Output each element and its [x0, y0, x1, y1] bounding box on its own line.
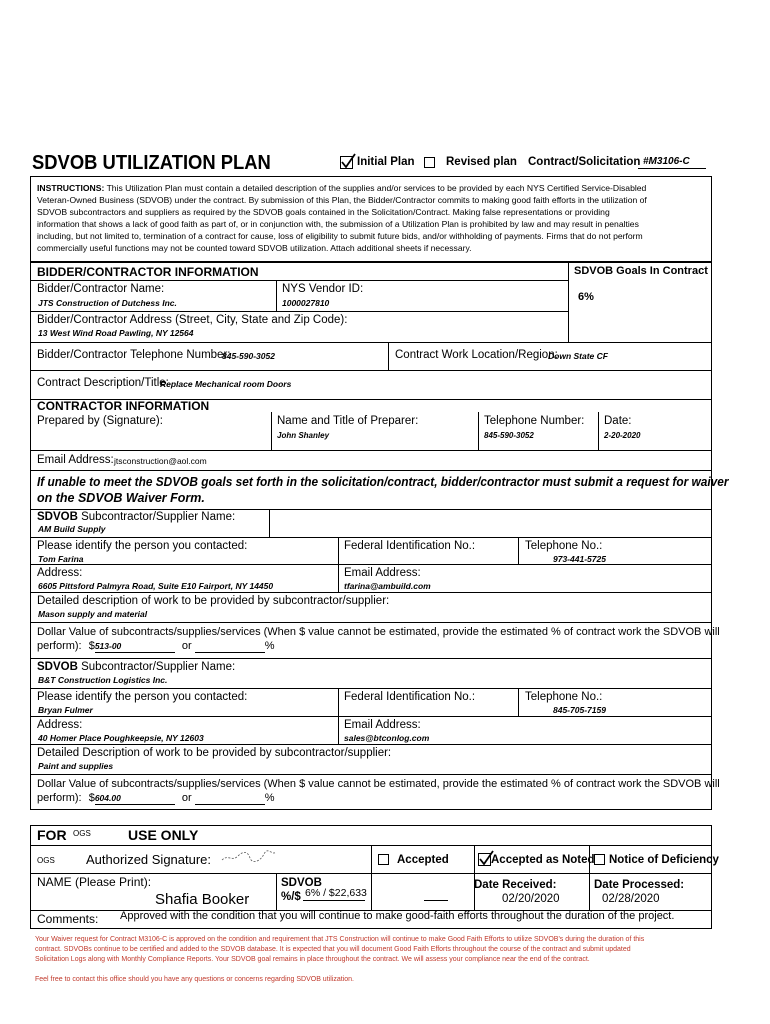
- sub1-or-label: or: [181, 640, 192, 652]
- contract-description-value[interactable]: Replace Mechanical room Doors: [160, 379, 292, 389]
- date-label: Date:: [604, 415, 632, 427]
- revised-plan-checkbox[interactable]: [424, 157, 435, 168]
- sub1-name-label-rest: Subcontractor/Supplier Name:: [81, 511, 236, 523]
- sub2-name-label: [37, 662, 235, 674]
- sub1-perform-label: perform):: [37, 640, 82, 652]
- sub1-dollar-label: Dollar Value of subcontracts/supplies/services (When $ value cannot be estimated, provide the estimated % of contract work the SDVOB will: [37, 626, 720, 638]
- contract-solicitation-label: Contract/Solicitation: [528, 156, 641, 168]
- sub2-work-label: Detailed Description of work to be provided by subcontractor/supplier:: [37, 747, 392, 759]
- sub1-fed-id-label: Federal Identification No.:: [344, 540, 476, 552]
- sub2-percent-field[interactable]: [195, 793, 265, 805]
- sub1-dollar-value[interactable]: 513-00: [94, 641, 122, 651]
- sub2-or-label: or: [181, 792, 192, 804]
- bidder-name-label: Bidder/Contractor Name:: [37, 283, 165, 295]
- sub1-dollar-sign: $: [88, 640, 95, 652]
- sub2-tel-label: Telephone No.:: [525, 691, 603, 703]
- instructions-text: [37, 182, 709, 255]
- sub2-percent-label: %: [264, 792, 275, 804]
- sub2-email-value[interactable]: sales@btconlog.com: [344, 733, 430, 743]
- sub2-contact-value[interactable]: Bryan Fulmer: [38, 705, 93, 715]
- email-label: Email Address:: [37, 454, 114, 466]
- instructions-line: SDVOB subcontractors and suppliers as required by the SDVOB goals contained in the Solicitation/Contract. Making false representations or providing: [37, 207, 610, 218]
- sub1-work-value[interactable]: Mason supply and material: [38, 609, 148, 619]
- waiver-notice-line1: If unable to meet the SDVOB goals set forth in the solicitation/contract, bidder/contractor must submit a request for waiver: [37, 475, 729, 489]
- accepted-as-noted-label: Accepted as Noted: [491, 854, 595, 866]
- sub1-name-label-bold: SDVOB: [37, 511, 78, 523]
- email-value[interactable]: jtsconstruction@aol.com: [114, 456, 207, 466]
- sdvob-goals-title: SDVOB Goals In Contract: [574, 265, 708, 277]
- footer-contact-line: Feel free to contact this office should you have any questions or concerns regarding SDVOB utilization.: [35, 976, 354, 983]
- revised-plan-label: Revised plan: [446, 156, 517, 168]
- bidder-phone-value[interactable]: 845-590-3052: [222, 351, 275, 361]
- sub1-name-label: [37, 512, 235, 524]
- sub2-name-label-bold: SDVOB: [37, 661, 78, 673]
- initial-plan-label: Initial Plan: [357, 156, 415, 168]
- bidder-phone-label: Bidder/Contractor Telephone Number:: [37, 349, 231, 361]
- instructions-line: including, but not limited to, termination of a contract for cause, loss of eligibility to submit future bids, and/or withholding of payments. Firms that do not perform: [37, 231, 643, 242]
- signature-scribble-icon: [220, 848, 280, 866]
- contract-description-label: Contract Description/Title:: [37, 377, 169, 389]
- sub1-address-label: Address:: [37, 567, 83, 579]
- sub1-percent-label: %: [264, 640, 275, 652]
- print-name-value[interactable]: Shafia Booker: [155, 891, 250, 908]
- ogs-pct-dollar-label: %/$: [281, 891, 301, 903]
- date-received-label: Date Received:: [474, 879, 557, 891]
- ogs-sdvob-label: SDVOB: [281, 877, 322, 889]
- contractor-phone-label: Telephone Number:: [484, 415, 585, 427]
- work-location-label: Contract Work Location/Region:: [395, 349, 558, 361]
- contractor-section-title: CONTRACTOR INFORMATION: [37, 399, 210, 413]
- contractor-phone-value[interactable]: 845-590-3052: [484, 431, 534, 440]
- sub2-dollar-label: Dollar Value of subcontracts/supplies/services (When $ value cannot be estimated, provide the estimated % of contract work the SDVOB will: [37, 778, 720, 790]
- preparer-name-label: Name and Title of Preparer:: [277, 415, 419, 427]
- sub1-email-label: Email Address:: [344, 567, 421, 579]
- sub2-address-value[interactable]: 40 Homer Place Poughkeepsie, NY 12603: [38, 733, 204, 743]
- instructions-line: information that shows a lack of good faith as part of, or in conjunction with, the submission of a Utilization Plan is prohibited by law and may result in penalties: [37, 219, 639, 230]
- authorized-signature-label: Authorized Signature:: [86, 852, 212, 867]
- sub2-name-label-rest: Subcontractor/Supplier Name:: [81, 661, 236, 673]
- comments-label: Comments:: [37, 912, 99, 926]
- instructions-line: This Utilization Plan must contain a detailed description of the supplies and/or services to be provided by each NYS Certified Service-Disabled: [106, 183, 647, 193]
- bidder-name-value[interactable]: JTS Construction of Dutchess Inc.: [38, 298, 177, 308]
- sdvob-goals-value: 6%: [578, 291, 594, 303]
- ogs-for-label: FOR: [37, 827, 67, 843]
- contract-number: #M3106-C: [643, 156, 690, 167]
- sub2-tel-value[interactable]: 845-705-7159: [553, 705, 606, 715]
- sub1-contact-label: Please identify the person you contacted:: [37, 540, 248, 552]
- page-title: SDVOB UTILIZATION PLAN: [32, 152, 271, 174]
- print-name-label: NAME (Please Print):: [37, 875, 152, 889]
- sub1-address-value[interactable]: 6605 Pittsford Palmyra Road, Suite E10 Fairport, NY 14450: [38, 581, 274, 591]
- instructions-label: INSTRUCTIONS:: [37, 183, 105, 193]
- ogs-small-label: OGS: [73, 829, 91, 838]
- date-received-value[interactable]: 02/20/2020: [502, 893, 560, 905]
- accepted-label: Accepted: [397, 854, 449, 866]
- footer-line: contract. SDVOBs continue to be certified and added to the SDVOB database. It is expected that you will document Good Faith Efforts throughout the course of the contract and submit updated: [35, 946, 631, 953]
- comments-value[interactable]: Approved with the condition that you will continue to make good-faith efforts throughout the duration of the project.: [120, 910, 675, 922]
- accepted-checkbox[interactable]: [378, 854, 389, 865]
- sub2-dollar-value[interactable]: 604.00: [94, 793, 121, 803]
- sub2-dollar-sign: $: [88, 792, 95, 804]
- date-value[interactable]: 2-20-2020: [604, 431, 641, 440]
- sub1-percent-field[interactable]: [195, 641, 265, 653]
- ogs-pct-dollar-value[interactable]: 6% / $22,633: [305, 887, 367, 899]
- vendor-id-value[interactable]: 1000027810: [282, 298, 330, 308]
- work-location-value[interactable]: Down State CF: [548, 351, 608, 361]
- instructions-line: Veteran-Owned Business (SDVOB) under the contract. By submission of this Plan, the Bidder/Contractor commits to making good faith efforts in the utilization of: [37, 195, 647, 206]
- bidder-address-value[interactable]: 13 West Wind Road Pawling, NY 12564: [38, 328, 194, 338]
- sub1-perform-row: [37, 641, 275, 653]
- preparer-name-value[interactable]: John Shanley: [277, 431, 330, 440]
- accepted-as-noted-checkbox[interactable]: [478, 853, 491, 866]
- footer-line: Your Waiver request for Contract M3106-C is approved on the condition and requirement that JTS Construction will continue to make Good Faith Efforts to utilize SDVOB's during the duration of this: [35, 936, 645, 943]
- initial-plan-checkbox[interactable]: [340, 156, 353, 169]
- waiver-notice-line2: on the SDVOB Waiver Form.: [37, 491, 205, 505]
- sub2-name-value[interactable]: B&T Construction Logistics Inc.: [38, 675, 168, 685]
- sub2-perform-row: [37, 793, 275, 805]
- sub1-tel-value[interactable]: 973-441-5725: [553, 554, 606, 564]
- sub2-address-label: Address:: [37, 719, 83, 731]
- bidder-section-title: BIDDER/CONTRACTOR INFORMATION: [37, 265, 259, 279]
- notice-of-deficiency-label: Notice of Deficiency: [609, 854, 719, 866]
- sub1-tel-label: Telephone No.:: [525, 540, 603, 552]
- vendor-id-label: NYS Vendor ID:: [282, 283, 364, 295]
- bidder-address-label: Bidder/Contractor Address (Street, City, State and Zip Code):: [37, 314, 348, 326]
- footer-notice: [35, 935, 715, 985]
- sub2-email-label: Email Address:: [344, 719, 421, 731]
- ogs-small-label-2: OGS: [37, 856, 55, 865]
- date-processed-value[interactable]: 02/28/2020: [602, 893, 660, 905]
- checkmark-icon: [340, 152, 356, 170]
- sub1-name-value[interactable]: AM Build Supply: [38, 524, 106, 534]
- date-processed-label: Date Processed:: [594, 879, 685, 891]
- sub2-fed-id-label: Federal Identification No.:: [344, 691, 476, 703]
- instructions-line: commercially useful functions may not be counted toward SDVOB utilization. Attach additional sheets if necessary.: [37, 243, 472, 254]
- sub2-contact-label: Please identify the person you contacted:: [37, 691, 248, 703]
- prepared-by-label: Prepared by (Signature):: [37, 415, 163, 427]
- ogs-use-only-label: USE ONLY: [128, 827, 199, 843]
- sub1-contact-value[interactable]: Tom Farina: [38, 554, 84, 564]
- notice-of-deficiency-checkbox[interactable]: [594, 854, 605, 865]
- sub1-work-label: Detailed description of work to be provided by subcontractor/supplier:: [37, 595, 390, 607]
- sub1-email-value[interactable]: tfarina@ambuild.com: [344, 581, 431, 591]
- sub2-perform-label: perform):: [37, 792, 82, 804]
- footer-line: Solicitation Logs along with Monthly Compliance Reports. Your SDVOB goal remains in place throughout the contract. We will assess your compliance near the end of the contract.: [35, 956, 590, 963]
- sub2-work-value[interactable]: Paint and supplies: [38, 761, 114, 771]
